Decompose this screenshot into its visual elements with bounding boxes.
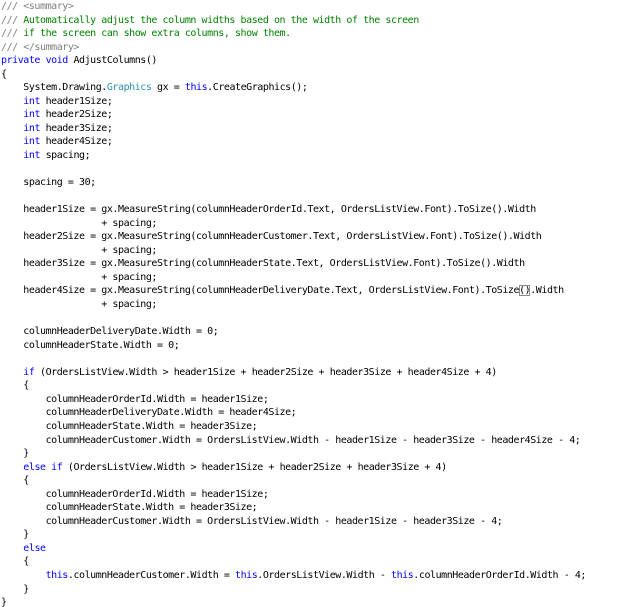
line-indent [1,502,46,513]
code-token-plain: header1Size; [40,95,113,107]
line-indent [1,543,23,554]
code-token-plain: columnHeaderState.Width = header3Size; [45,420,258,432]
code-token-plain: .CreateGraphics(); [207,82,308,94]
line-indent [1,448,23,459]
code-token-plain: columnHeaderDeliveryDate.Width = header4Size; [45,407,297,419]
code-token-plain: columnHeaderState.Width = header3Size; [45,502,258,514]
line-indent [1,394,46,405]
line-indent [1,380,23,391]
code-token-doc: /// <summary> [1,1,74,12]
code-line[interactable] [1,108,586,122]
code-token-plain: columnHeaderCustomer.Width = OrdersListView.Width - header1Size - header3Size - header4Size - 4; [45,434,581,446]
line-indent [1,136,23,147]
line-indent [1,82,23,93]
code-line[interactable] [1,135,586,149]
code-token-plain: { [23,475,29,487]
line-indent [1,96,23,107]
code-token-plain: columnHeaderState.Width = 0; [23,339,180,351]
code-line[interactable] [1,488,586,502]
code-line[interactable] [1,501,586,515]
code-token-keyword: int [23,95,41,107]
code-line[interactable] [1,230,586,244]
code-line[interactable] [1,27,586,41]
code-token-plain: System.Drawing. [23,82,107,94]
code-token-plain: + spacing; [101,299,157,311]
code-token-keyword: this [45,569,68,581]
line-indent [1,570,46,581]
code-line[interactable] [1,542,586,556]
code-token-plain: + spacing; [101,217,157,229]
code-line[interactable] [1,163,586,177]
code-line[interactable] [1,434,586,448]
code-token-keyword: int [23,150,41,162]
code-token-keyword: private [1,55,40,67]
code-token-comment: Automatically adjust the column widths based on the width of the screen [23,14,419,26]
code-token-plain: + spacing; [101,244,157,256]
code-line[interactable] [1,122,586,136]
code-line[interactable] [1,257,586,271]
code-line[interactable] [1,176,586,190]
line-indent [1,435,46,446]
code-line[interactable] [1,284,586,298]
line-indent [1,516,46,527]
line-indent [1,177,23,188]
line-indent [1,204,23,215]
line-indent [1,367,23,378]
code-token-plain: header4Size; [40,136,113,148]
code-line[interactable] [1,352,586,366]
code-line[interactable] [1,203,586,217]
code-token-plain: } [23,529,29,541]
code-line[interactable] [1,68,586,82]
code-line[interactable] [1,312,586,326]
code-token-doc: /// [1,14,24,26]
code-token-plain: spacing = 30; [23,177,96,189]
line-indent [1,489,46,500]
code-line[interactable] [1,14,586,28]
code-token-plain: .columnHeaderCustomer.Width = [67,569,235,581]
code-token-plain: (OrdersListView.Width > header1Size + header2Size + header3Size + 4) [62,461,447,473]
line-indent [1,407,46,418]
code-token-plain: .Width [530,285,564,297]
code-token-plain: .OrdersListView.Width - [257,569,391,581]
code-token-plain: (OrdersListView.Width > header1Size + header2Size + header3Size + header4Size + 4) [34,366,497,378]
code-line[interactable] [1,298,586,312]
line-indent [1,150,23,161]
line-indent [1,340,23,351]
code-line[interactable] [1,190,586,204]
code-token-plain: .columnHeaderOrderId.Width - 4; [413,569,586,581]
line-indent [1,218,101,229]
code-token-type: Graphics [106,82,152,94]
code-line[interactable] [1,569,586,583]
line-indent [1,123,23,134]
code-token-doc: /// </summary> [1,41,79,53]
code-line[interactable] [1,54,586,68]
code-token-plain: } [23,448,29,460]
code-line[interactable] [1,393,586,407]
line-indent [1,421,46,432]
code-token-plain: columnHeaderCustomer.Width = OrdersListView.Width - header1Size - header3Size - 4; [45,515,503,527]
code-line[interactable] [1,528,586,542]
line-indent [1,285,23,296]
code-line[interactable] [1,583,586,597]
code-token-plain: spacing; [40,150,91,162]
code-token-plain: { [23,380,29,392]
code-token-plain: { [23,556,29,568]
code-token-keyword: int [23,136,41,148]
code-token-plain: columnHeaderDeliveryDate.Width = 0; [23,326,219,338]
code-listing[interactable] [1,0,586,607]
code-token-keyword: this [235,569,258,581]
line-indent [1,258,23,269]
code-token-plain: { [1,68,7,80]
code-line[interactable] [1,379,586,393]
line-indent [1,326,23,337]
line-indent [1,584,23,595]
code-line[interactable] [1,339,586,353]
code-line[interactable] [1,217,586,231]
code-token-doc: /// [1,28,24,40]
code-token-plain: header1Size = gx.MeasureString(columnHeaderOrderId.Text, OrdersListView.Font).ToSize().Width [23,204,536,216]
code-token-plain: + spacing; [101,271,157,283]
code-line[interactable] [1,420,586,434]
code-token-keyword: else [23,461,46,473]
line-indent [1,245,101,256]
code-line[interactable] [1,406,586,420]
code-line[interactable] [1,271,586,285]
code-token-plain: AdjustColumns() [67,55,158,67]
line-indent [1,556,23,567]
code-token-keyword: int [23,122,41,134]
code-line[interactable] [1,149,586,163]
code-line[interactable] [1,461,586,475]
line-indent [1,529,23,540]
line-indent [1,109,23,120]
code-token-plain: columnHeaderOrderId.Width = header1Size; [45,488,269,500]
code-token-keyword: this [184,82,208,94]
code-line[interactable] [1,95,586,109]
code-line[interactable] [1,555,586,569]
code-token-plain: header2Size = gx.MeasureString(columnHeaderCustomer.Text, OrdersListView.Font).ToSize().Width [23,231,542,243]
code-line[interactable] [1,596,586,607]
code-line[interactable] [1,81,586,95]
code-line[interactable] [1,325,586,339]
code-token-plain: header3Size; [40,122,113,134]
code-token-comment: if the screen can show extra columns, show them. [23,28,291,40]
line-indent [1,231,23,242]
code-token-plain: } [23,583,29,595]
code-token-keyword: this [391,569,414,581]
code-token-plain: gx = [151,82,185,94]
code-token-plain: header2Size; [40,109,113,121]
code-line[interactable] [1,41,586,55]
line-indent [1,475,23,486]
code-line[interactable] [1,474,586,488]
code-token-keyword: if [23,366,35,378]
code-token-keyword: int [23,109,41,121]
line-indent [1,272,101,283]
code-token-keyword: void [45,55,68,67]
line-indent [1,299,101,310]
code-line[interactable] [1,515,586,529]
code-token-plain: header4Size = gx.MeasureString(columnHeaderDeliveryDate.Text, OrdersListView.Font).ToSize [23,285,520,297]
code-token-keyword: else [23,542,46,554]
code-line[interactable] [1,244,586,258]
code-token-plain: header3Size = gx.MeasureString(columnHeaderState.Text, OrdersListView.Font).ToSize().Width [23,258,525,270]
text-cursor-selection: () [519,285,531,297]
code-line[interactable] [1,0,586,14]
code-token-keyword: if [51,461,63,473]
code-line[interactable] [1,366,586,380]
code-token-plain: } [1,597,7,607]
code-line[interactable] [1,447,586,461]
line-indent [1,462,23,473]
code-token-plain: columnHeaderOrderId.Width = header1Size; [45,393,269,405]
